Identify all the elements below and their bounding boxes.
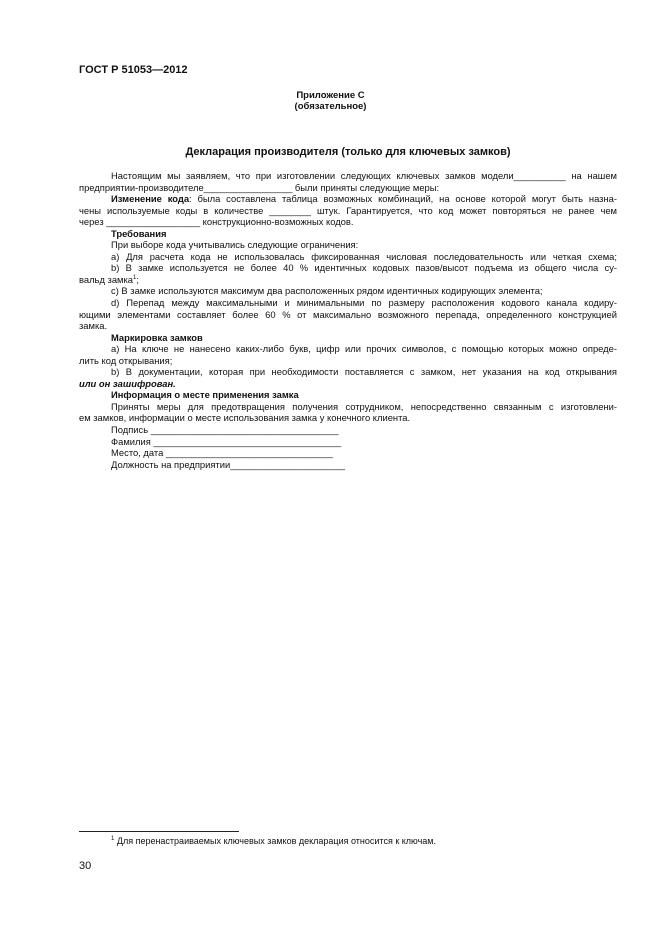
line-text: через __________________ конструкционно-возможных кодов. <box>79 216 354 228</box>
emphasis-text: или он зашифрован. <box>79 377 176 389</box>
text-line <box>79 228 617 240</box>
section-heading: Маркировка замков <box>111 331 203 343</box>
text-line <box>79 436 617 448</box>
text-line <box>79 447 617 459</box>
line-text: Подпись ____________________________________ <box>111 424 339 436</box>
line-text: : была составлена таблица возможных комбинаций, на основе которой могут быть назна- <box>189 193 617 205</box>
line-text: d) Перепад между максимальными и минимальными по размеру расположения кодового канала кодиру- <box>111 297 617 309</box>
line-text: Должность на предприятии______________________ <box>111 458 345 470</box>
text-line <box>79 251 617 263</box>
line-text: а) На ключе не нанесено каких-либо букв, цифр или прочих символов, с помощью которых можно опреде- <box>111 343 617 355</box>
text-line <box>79 193 617 205</box>
line-text: лить код открывания; <box>79 354 173 366</box>
text-line <box>79 366 617 378</box>
section-heading: Требования <box>111 227 167 239</box>
line-text: Приняты меры для предотвращения получения сотрудником, непосредственно связанным с изготовлени- <box>111 400 617 412</box>
text-line <box>79 459 617 471</box>
text-line <box>79 170 617 182</box>
footnote-ref: 1 <box>133 274 137 281</box>
footnote-mark: 1 <box>111 836 115 842</box>
text-line <box>79 332 617 344</box>
line-text-end: ; <box>136 273 139 285</box>
line-text: замка. <box>79 320 108 332</box>
line-text: Фамилия ____________________________________ <box>111 435 342 447</box>
text-line <box>79 274 617 286</box>
appendix-status: (обязательное) <box>294 101 367 112</box>
line-text: ем замков, информации о месте использования замка у конечного клиента. <box>79 412 411 424</box>
line-text: b) В замке используется не более 40 % идентичных кодовых пазов/высот подъема из общего числа су- <box>111 262 617 274</box>
page-number: 30 <box>79 860 92 872</box>
line-text: предприятии-производителе_________________ были приняты следующие меры: <box>79 181 440 193</box>
declaration-body <box>79 170 617 470</box>
appendix-heading <box>0 90 661 112</box>
line-text: b) В документации, которая при необходимости поставляется с замком, нет указания на код открывания <box>111 366 617 378</box>
text-line <box>79 412 617 424</box>
line-text: а) Для расчета кода не использовалась фиксированная числовая последовательность или четкая схема; <box>111 250 617 262</box>
line-text: вальд замка <box>79 273 133 285</box>
standard-header: ГОСТ Р 51053—2012 <box>79 64 188 76</box>
text-line <box>79 216 617 228</box>
line-text: При выборе кода учитывались следующие ограничения: <box>111 239 359 251</box>
text-line <box>79 239 617 251</box>
section-heading: Изменение кода <box>111 193 190 205</box>
text-line <box>79 205 617 217</box>
section-heading: Информация о месте применения замка <box>111 389 299 401</box>
footnote <box>111 836 436 846</box>
text-line <box>79 182 617 194</box>
document-title: Декларация производителя (только для ключевых замков) <box>185 146 511 158</box>
text-line <box>79 401 617 413</box>
line-text: c) В замке используются максимум два расположенных рядом идентичных кодирующих элемента; <box>111 285 543 297</box>
text-line <box>79 309 617 321</box>
text-line <box>79 285 617 297</box>
text-line <box>79 424 617 436</box>
appendix-label: Приложение С <box>296 90 365 101</box>
text-line <box>79 262 617 274</box>
text-line <box>79 320 617 332</box>
line-text: Место, дата ________________________________ <box>111 447 333 459</box>
footnote-divider <box>79 831 239 832</box>
line-text: ющими элементами составляет более 60 % от максимально возможного перепада, определенного конструкцией <box>79 308 617 320</box>
text-line <box>79 343 617 355</box>
text-line <box>79 297 617 309</box>
text-line <box>79 378 617 390</box>
text-line <box>79 389 617 401</box>
text-line <box>79 355 617 367</box>
footnote-text: Для перенастраиваемых ключевых замков декларация относится к ключам. <box>114 836 436 846</box>
line-text: Настоящим мы заявляем, что при изготовлении следующих ключевых замков модели__________ на нашем <box>111 170 617 181</box>
line-text: чены используемые коды в количестве ________ штук. Гарантируется, что код может повторяться не ранее чем <box>79 204 617 216</box>
